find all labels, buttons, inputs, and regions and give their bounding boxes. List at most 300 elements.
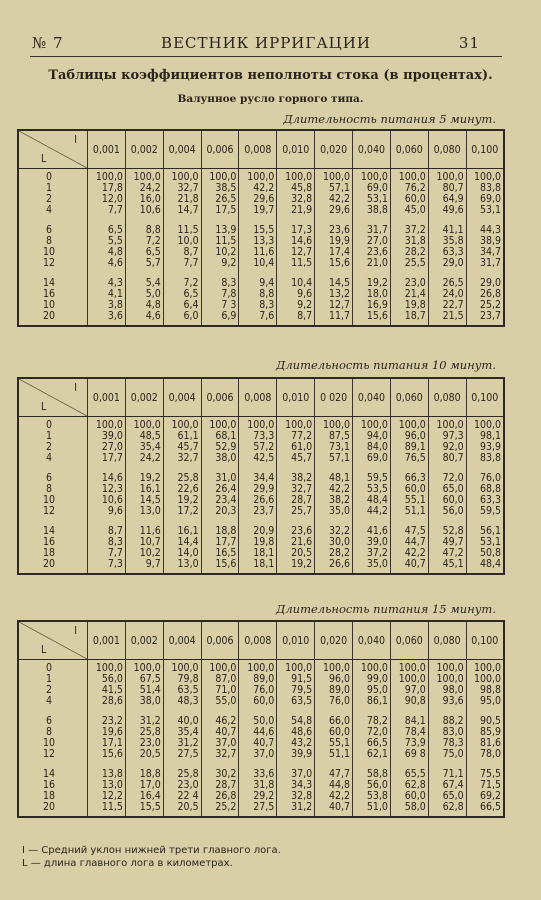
value-cell: 45,8 (277, 183, 315, 194)
value-cell: 8,3 (201, 278, 239, 289)
value-cell: 63,3 (428, 247, 466, 258)
value-cell: 32,2 (315, 526, 353, 537)
value-cell: 14,6 (88, 473, 126, 484)
value-cell: 6,9 (201, 311, 239, 326)
value-cell: 17,8 (88, 183, 126, 194)
value-cell: 10,2 (125, 548, 163, 559)
value-cell: 8,3 (239, 300, 277, 311)
corner-label-i: I (74, 625, 77, 637)
page-number: 31 (458, 34, 480, 52)
value-cell: 9,6 (277, 289, 315, 300)
value-cell: 15,6 (201, 559, 239, 574)
value-cell: 75,0 (428, 749, 466, 760)
row-length-label: 12 (18, 506, 88, 517)
value-cell: 45,7 (163, 442, 201, 453)
value-cell: 69,2 (466, 791, 504, 802)
value-cell: 34,3 (277, 780, 315, 791)
row-length-label: 1 (18, 674, 88, 685)
value-cell: 9,2 (201, 258, 239, 269)
row-length-label: 8 (18, 727, 88, 738)
column-header: 0,004 (163, 621, 201, 660)
column-header: 0,040 (353, 130, 391, 169)
value-cell: 44,7 (390, 537, 428, 548)
value-cell: 26,5 (201, 194, 239, 205)
value-cell: 100,0 (201, 660, 239, 675)
value-cell: 51,1 (390, 506, 428, 517)
value-cell: 23,2 (88, 716, 126, 727)
value-cell: 42,2 (315, 194, 353, 205)
value-cell: 21,0 (353, 258, 391, 269)
column-header: 0,002 (125, 130, 163, 169)
value-cell: 26,4 (201, 484, 239, 495)
value-cell: 37,0 (277, 769, 315, 780)
value-cell: 57,1 (315, 453, 353, 464)
value-cell: 31,8 (390, 236, 428, 247)
value-cell: 40,7 (390, 559, 428, 574)
value-cell: 3,8 (88, 300, 126, 311)
value-cell: 100,0 (353, 417, 391, 432)
value-cell: 8,7 (277, 311, 315, 326)
value-cell: 55,1 (315, 738, 353, 749)
value-cell: 26,8 (466, 289, 504, 300)
running-header (30, 34, 502, 57)
value-cell: 7,8 (201, 289, 239, 300)
value-cell: 79,8 (163, 674, 201, 685)
value-cell: 37,0 (201, 738, 239, 749)
column-header: 0,060 (390, 621, 428, 660)
row-length-label: 10 (18, 738, 88, 749)
value-cell: 6,5 (125, 247, 163, 258)
value-cell: 78,4 (390, 727, 428, 738)
table-row (18, 311, 504, 326)
legend (22, 844, 281, 870)
value-cell: 24,0 (428, 289, 466, 300)
value-cell: 20,5 (277, 548, 315, 559)
value-cell: 48,4 (353, 495, 391, 506)
value-cell: 99,0 (353, 674, 391, 685)
value-cell: 38,2 (277, 473, 315, 484)
value-cell: 3,6 (88, 311, 126, 326)
value-cell: 100,0 (428, 417, 466, 432)
value-cell: 31,7 (466, 258, 504, 269)
value-cell: 52,9 (201, 442, 239, 453)
value-cell: 31,0 (201, 473, 239, 484)
corner-cell (18, 130, 88, 169)
value-cell: 22,6 (163, 484, 201, 495)
row-length-label: 10 (18, 495, 88, 506)
value-cell: 62,8 (390, 780, 428, 791)
value-cell: 100,0 (353, 660, 391, 675)
value-cell: 18,1 (239, 559, 277, 574)
value-cell: 26,6 (239, 495, 277, 506)
value-cell: 85,9 (466, 727, 504, 738)
value-cell: 78,3 (428, 738, 466, 749)
value-cell: 100,0 (428, 660, 466, 675)
value-cell: 18,1 (239, 548, 277, 559)
value-cell: 65,5 (390, 769, 428, 780)
value-cell: 8,3 (88, 537, 126, 548)
value-cell: 100,0 (163, 169, 201, 184)
value-cell: 80,7 (428, 453, 466, 464)
coefficient-table-15-min (17, 620, 505, 818)
value-cell: 51,4 (125, 685, 163, 696)
value-cell: 95,0 (353, 685, 391, 696)
table-row (18, 205, 504, 216)
value-cell: 89,1 (390, 442, 428, 453)
value-cell: 100,0 (125, 660, 163, 675)
value-cell: 12,2 (88, 791, 126, 802)
value-cell: 66,5 (353, 738, 391, 749)
value-cell: 25,7 (277, 506, 315, 517)
value-cell: 16,0 (125, 194, 163, 205)
value-cell: 83,8 (466, 183, 504, 194)
value-cell: 17,1 (88, 738, 126, 749)
value-cell: 100,0 (239, 660, 277, 675)
value-cell: 35,4 (163, 727, 201, 738)
value-cell: 5,0 (125, 289, 163, 300)
value-cell: 78,0 (466, 749, 504, 760)
value-cell: 11,5 (163, 225, 201, 236)
value-cell: 100,0 (277, 660, 315, 675)
value-cell: 7,2 (163, 278, 201, 289)
value-cell: 23,4 (201, 495, 239, 506)
value-cell: 72,0 (428, 473, 466, 484)
value-cell: 8,8 (125, 225, 163, 236)
row-length-label: 10 (18, 300, 88, 311)
value-cell: 19,2 (125, 473, 163, 484)
row-length-label: 10 (18, 247, 88, 258)
table-row (18, 696, 504, 707)
value-cell: 72,0 (353, 727, 391, 738)
value-cell: 13,0 (125, 506, 163, 517)
column-header: 0,010 (277, 130, 315, 169)
value-cell: 40,7 (315, 802, 353, 817)
value-cell: 11,6 (125, 526, 163, 537)
value-cell: 60,0 (390, 484, 428, 495)
value-cell: 100,0 (201, 417, 239, 432)
value-cell: 15,6 (88, 749, 126, 760)
value-cell: 95,0 (466, 696, 504, 707)
value-cell: 66,0 (315, 716, 353, 727)
table-row (18, 453, 504, 464)
value-cell: 31,2 (277, 802, 315, 817)
value-cell: 80,7 (428, 183, 466, 194)
value-cell: 41,5 (88, 685, 126, 696)
value-cell: 14,5 (125, 495, 163, 506)
value-cell: 76,0 (239, 685, 277, 696)
value-cell: 27,0 (88, 442, 126, 453)
value-cell: 21,9 (277, 205, 315, 216)
value-cell: 45,1 (428, 559, 466, 574)
corner-cell (18, 378, 88, 417)
value-cell: 44,2 (353, 506, 391, 517)
row-length-label: 0 (18, 169, 88, 184)
row-length-label: 4 (18, 205, 88, 216)
value-cell: 54,8 (277, 716, 315, 727)
column-header: 0,001 (88, 621, 126, 660)
value-cell: 66,3 (390, 473, 428, 484)
value-cell: 11,5 (201, 236, 239, 247)
value-cell: 100,0 (125, 169, 163, 184)
row-length-label: 16 (18, 537, 88, 548)
value-cell: 37,0 (239, 749, 277, 760)
value-cell: 91,5 (277, 674, 315, 685)
value-cell: 59,5 (466, 506, 504, 517)
value-cell: 4,6 (125, 311, 163, 326)
value-cell: 100,0 (315, 417, 353, 432)
value-cell: 63,5 (277, 696, 315, 707)
value-cell: 79,5 (277, 685, 315, 696)
value-cell: 43,2 (277, 738, 315, 749)
corner-label-l: L (41, 401, 47, 413)
column-header: 0,001 (88, 378, 126, 417)
value-cell: 19,2 (277, 559, 315, 574)
value-cell: 73,9 (390, 738, 428, 749)
value-cell: 47,5 (390, 526, 428, 537)
table-caption-10-min: Длительность питания 10 минут. (276, 358, 496, 372)
value-cell: 16,5 (201, 548, 239, 559)
row-length-label: 6 (18, 716, 88, 727)
value-cell: 14,4 (163, 537, 201, 548)
row-length-label: 12 (18, 258, 88, 269)
value-cell: 19,9 (315, 236, 353, 247)
header-row (18, 378, 504, 417)
value-cell: 56,1 (466, 526, 504, 537)
column-header: 0,008 (239, 130, 277, 169)
value-cell: 39,9 (277, 749, 315, 760)
header-row (18, 621, 504, 660)
value-cell: 15,5 (125, 802, 163, 817)
value-cell: 13,0 (163, 559, 201, 574)
row-length-label: 18 (18, 548, 88, 559)
column-header: 0 020 (315, 378, 353, 417)
value-cell: 28,7 (201, 780, 239, 791)
value-cell: 7,6 (239, 311, 277, 326)
value-cell: 7,7 (88, 205, 126, 216)
value-cell: 7,7 (88, 548, 126, 559)
value-cell: 53,1 (466, 537, 504, 548)
value-cell: 76,2 (390, 183, 428, 194)
value-cell: 78,2 (353, 716, 391, 727)
value-cell: 39,0 (88, 431, 126, 442)
value-cell: 16,1 (163, 526, 201, 537)
value-cell: 25,2 (466, 300, 504, 311)
column-header: 0,040 (353, 378, 391, 417)
value-cell: 19,2 (353, 278, 391, 289)
value-cell: 51,1 (315, 749, 353, 760)
row-length-label: 12 (18, 749, 88, 760)
value-cell: 18,7 (390, 311, 428, 326)
value-cell: 93,6 (428, 696, 466, 707)
value-cell: 25,5 (390, 258, 428, 269)
column-header: 0,004 (163, 378, 201, 417)
value-cell: 100,0 (353, 169, 391, 184)
value-cell: 38,8 (353, 205, 391, 216)
value-cell: 32,7 (163, 453, 201, 464)
table-caption-15-min: Длительность питания 15 минут. (276, 602, 496, 616)
value-cell: 68,8 (466, 484, 504, 495)
value-cell: 100,0 (163, 660, 201, 675)
value-cell: 65,0 (428, 484, 466, 495)
value-cell: 100,0 (390, 660, 428, 675)
value-cell: 67,4 (428, 780, 466, 791)
value-cell: 68,1 (201, 431, 239, 442)
value-cell: 29,2 (239, 791, 277, 802)
page-title: Таблицы коэффициентов неполноты стока (в процентах). (48, 68, 493, 83)
value-cell: 23,6 (277, 526, 315, 537)
value-cell: 55,0 (201, 696, 239, 707)
value-cell: 10,6 (125, 205, 163, 216)
value-cell: 42,2 (315, 791, 353, 802)
table-row (18, 559, 504, 574)
column-header: 0,100 (466, 621, 504, 660)
value-cell: 40,7 (239, 738, 277, 749)
value-cell: 18,8 (125, 769, 163, 780)
value-cell: 38,5 (201, 183, 239, 194)
row-length-label: 4 (18, 696, 88, 707)
value-cell: 42,2 (315, 484, 353, 495)
value-cell: 56,0 (353, 780, 391, 791)
value-cell: 10,2 (201, 247, 239, 258)
value-cell: 60,0 (390, 194, 428, 205)
row-length-label: 1 (18, 431, 88, 442)
value-cell: 86,1 (353, 696, 391, 707)
value-cell: 18,8 (201, 526, 239, 537)
column-header: 0,002 (125, 621, 163, 660)
value-cell: 100,0 (201, 169, 239, 184)
value-cell: 69,0 (466, 194, 504, 205)
value-cell: 33,6 (239, 769, 277, 780)
value-cell: 100,0 (390, 674, 428, 685)
value-cell: 100,0 (239, 169, 277, 184)
table-row (18, 506, 504, 517)
table-row (18, 660, 504, 675)
value-cell: 17,7 (201, 537, 239, 548)
value-cell: 20,3 (201, 506, 239, 517)
value-cell: 100,0 (315, 660, 353, 675)
value-cell: 29,0 (428, 258, 466, 269)
value-cell: 100,0 (277, 169, 315, 184)
value-cell: 23,6 (315, 225, 353, 236)
value-cell: 4,8 (125, 300, 163, 311)
value-cell: 25,8 (163, 473, 201, 484)
value-cell: 46,2 (201, 716, 239, 727)
row-length-label: 8 (18, 484, 88, 495)
value-cell: 53,1 (466, 205, 504, 216)
column-header: 0,004 (163, 130, 201, 169)
spacer-cell (18, 707, 88, 716)
value-cell: 98,8 (466, 685, 504, 696)
row-length-label: 18 (18, 791, 88, 802)
value-cell: 23,6 (353, 247, 391, 258)
spacer-cell (18, 464, 88, 473)
value-cell: 15,6 (315, 258, 353, 269)
column-header: 0,008 (239, 378, 277, 417)
row-length-label: 0 (18, 660, 88, 675)
value-cell: 17,2 (163, 506, 201, 517)
value-cell: 4,6 (88, 258, 126, 269)
row-length-label: 14 (18, 769, 88, 780)
value-cell: 65,0 (428, 791, 466, 802)
value-cell: 73,1 (315, 442, 353, 453)
value-cell: 10,6 (88, 495, 126, 506)
value-cell: 61,0 (277, 442, 315, 453)
value-cell: 98,1 (466, 431, 504, 442)
value-cell: 55,1 (390, 495, 428, 506)
value-cell: 25,2 (201, 802, 239, 817)
value-cell: 100,0 (466, 674, 504, 685)
value-cell: 69,0 (353, 183, 391, 194)
value-cell: 16,4 (125, 791, 163, 802)
value-cell: 19,6 (88, 727, 126, 738)
value-cell: 23,0 (125, 738, 163, 749)
value-cell: 38,0 (125, 696, 163, 707)
value-cell: 60,0 (428, 495, 466, 506)
value-cell: 26,5 (428, 278, 466, 289)
coefficient-table-5-min (17, 129, 505, 327)
value-cell: 88,2 (428, 716, 466, 727)
value-cell: 73,3 (239, 431, 277, 442)
table-row (18, 417, 504, 432)
value-cell: 21,5 (428, 311, 466, 326)
value-cell: 87,0 (201, 674, 239, 685)
value-cell: 100,0 (315, 169, 353, 184)
value-cell: 21,6 (277, 537, 315, 548)
value-cell: 6,5 (163, 289, 201, 300)
value-cell: 96,0 (390, 431, 428, 442)
value-cell: 5,7 (125, 258, 163, 269)
value-cell: 16,1 (125, 484, 163, 495)
value-cell: 32,7 (163, 183, 201, 194)
value-cell: 94,0 (353, 431, 391, 442)
value-cell: 47,7 (315, 769, 353, 780)
value-cell: 6,4 (163, 300, 201, 311)
value-cell: 100,0 (390, 169, 428, 184)
row-length-label: 6 (18, 225, 88, 236)
table-row (18, 169, 504, 184)
value-cell: 38,2 (315, 495, 353, 506)
value-cell: 5,5 (88, 236, 126, 247)
value-cell: 83,0 (428, 727, 466, 738)
value-cell: 22,7 (428, 300, 466, 311)
value-cell: 13,3 (239, 236, 277, 247)
value-cell: 31,2 (125, 716, 163, 727)
value-cell: 35,4 (125, 442, 163, 453)
value-cell: 84,0 (353, 442, 391, 453)
value-cell: 48,3 (163, 696, 201, 707)
value-cell: 17,5 (201, 205, 239, 216)
value-cell: 23,0 (390, 278, 428, 289)
value-cell: 60,0 (390, 791, 428, 802)
legend-line-l: L — длина главного лога в километрах. (22, 858, 233, 869)
value-cell: 19,8 (239, 537, 277, 548)
value-cell: 48,4 (466, 559, 504, 574)
value-cell: 14,5 (315, 278, 353, 289)
value-cell: 83,8 (466, 453, 504, 464)
value-cell: 15,5 (239, 225, 277, 236)
value-cell: 76,5 (390, 453, 428, 464)
value-cell: 62,8 (428, 802, 466, 817)
value-cell: 19,8 (390, 300, 428, 311)
value-cell: 24,2 (125, 453, 163, 464)
value-cell: 21,4 (390, 289, 428, 300)
value-cell: 29,9 (239, 484, 277, 495)
value-cell: 35,0 (353, 559, 391, 574)
column-header: 0,080 (428, 378, 466, 417)
value-cell: 76,0 (315, 696, 353, 707)
row-length-label: 2 (18, 194, 88, 205)
value-cell: 30,0 (315, 537, 353, 548)
